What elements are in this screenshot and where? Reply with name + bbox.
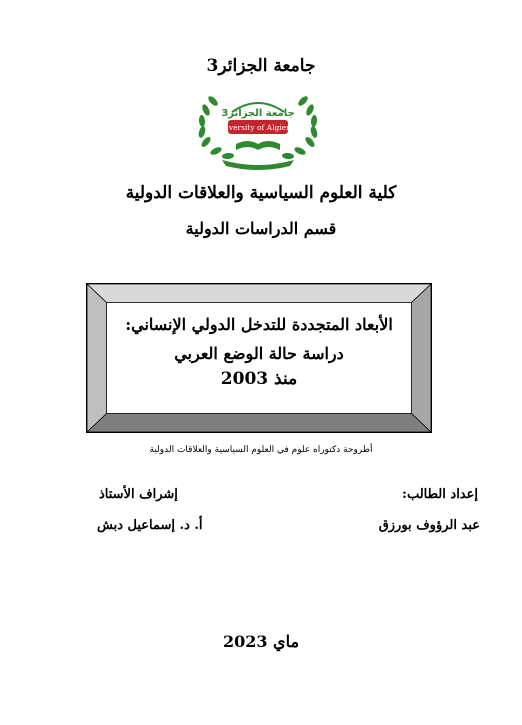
submission-date: ماي 2023: [222, 632, 300, 651]
thesis-title-line1: الأبعاد المتجددة للتدخل الدولي الإنساني:: [125, 315, 393, 334]
thesis-title-line2: دراسة حالة الوضع العربي: [174, 344, 344, 363]
university-name: جامعة الجزائر3: [206, 56, 316, 76]
logo-arabic-text: جامعة الجزائر3: [221, 108, 295, 119]
supervisor-name: أ. د. إسماعيل دبش: [97, 518, 203, 533]
thesis-title-block: [106, 303, 412, 413]
thesis-title-line3: منذ 2003: [220, 369, 298, 389]
student-name: عبد الرؤوف بورزق: [378, 518, 480, 533]
faculty-name: كلية العلوم السياسية والعلاقات الدولية: [125, 183, 397, 203]
thesis-note: أطروحة دكتوراه علوم في العلوم السياسية والعلاقات الدولية: [149, 445, 373, 455]
supervisor-label: إشراف الأستاذ: [99, 487, 178, 502]
student-label: إعداد الطالب:: [402, 487, 478, 502]
logo-latin-text: University of Algiers 3: [215, 123, 301, 132]
department-name: قسم الدراسات الدولية: [185, 219, 337, 238]
university-logo: [192, 82, 324, 170]
